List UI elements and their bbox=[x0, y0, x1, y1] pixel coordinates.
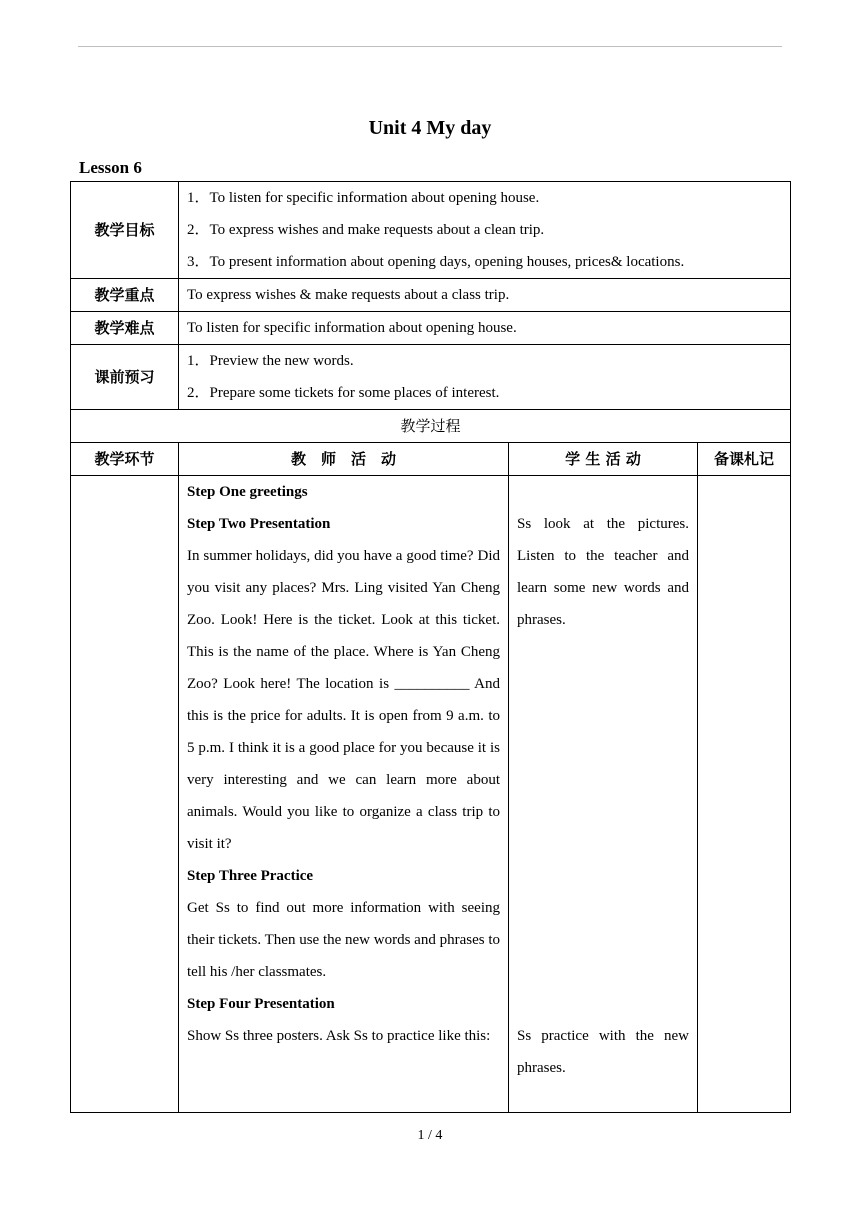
student-activity-cell bbox=[509, 476, 698, 1113]
stage-cell bbox=[71, 476, 179, 1113]
process-body-row bbox=[71, 476, 791, 1113]
objective-item: 2．To express wishes and make requests about a clean trip. bbox=[187, 222, 545, 238]
key-points-label: 教学重点 bbox=[71, 279, 179, 312]
lesson-heading: Lesson 6 bbox=[79, 158, 142, 177]
step-text: In summer holidays, did you have a good time? Did you visit any places? Mrs. Ling visited Yan Cheng Zoo. Look! Here is the ticket. Look at this ticket. This is the name of the place. Where is Yan Cheng Zoo? Look here! The location is __________ And this is the price for adults. It is open from 9 a.m. to 5 p.m. I think it is a good place for you because it is very interesting and we can learn more about animals. Would you like to organize a class trip to visit it? bbox=[187, 548, 500, 852]
difficulties-content: To listen for specific information about opening house. bbox=[179, 312, 791, 345]
step-heading: Step Three Practice bbox=[187, 868, 314, 884]
objectives-row bbox=[71, 182, 791, 279]
difficulties-label: 教学难点 bbox=[71, 312, 179, 345]
column-header-row bbox=[71, 443, 791, 476]
objectives-label: 教学目标 bbox=[71, 182, 179, 279]
difficulties-row bbox=[71, 312, 791, 345]
lesson-plan-table bbox=[70, 181, 791, 1113]
key-points-content: To express wishes & make requests about a class trip. bbox=[179, 279, 791, 312]
step-heading: Step One greetings bbox=[187, 484, 308, 500]
column-header-students: 学 生 活 动 bbox=[509, 443, 698, 476]
preview-row bbox=[71, 345, 791, 410]
student-activity: Ss practice with the new phrases. bbox=[517, 1028, 689, 1076]
notes-cell bbox=[698, 476, 791, 1113]
teacher-activity-cell bbox=[179, 476, 509, 1113]
key-points-row bbox=[71, 279, 791, 312]
objective-item: 3．To present information about opening days, opening houses, prices& locations. bbox=[187, 254, 685, 270]
process-header-row bbox=[71, 410, 791, 443]
objectives-content bbox=[179, 182, 791, 279]
header-rule bbox=[78, 46, 782, 47]
preview-content bbox=[179, 345, 791, 410]
step-text: Get Ss to find out more information with seeing their tickets. Then use the new words and phrases to tell his /her classmates. bbox=[187, 900, 500, 980]
page-number: 1 / 4 bbox=[417, 1128, 443, 1143]
column-header-notes: 备课札记 bbox=[698, 443, 791, 476]
preview-item: 1．Preview the new words. bbox=[187, 353, 354, 369]
step-heading: Step Four Presentation bbox=[187, 996, 335, 1012]
preview-item: 2．Prepare some tickets for some places of interest. bbox=[187, 385, 500, 401]
process-header: 教学过程 bbox=[71, 410, 791, 443]
column-header-teacher: 教 师 活 动 bbox=[179, 443, 509, 476]
column-header-stage: 教学环节 bbox=[71, 443, 179, 476]
step-heading: Step Two Presentation bbox=[187, 516, 331, 532]
preview-label: 课前预习 bbox=[71, 345, 179, 410]
document-title: Unit 4 My day bbox=[368, 117, 492, 139]
student-activity: Ss look at the pictures. Listen to the teacher and learn some new words and phrases. bbox=[517, 516, 689, 628]
step-text: Show Ss three posters. Ask Ss to practice like this: bbox=[187, 1028, 491, 1044]
objective-item: 1．To listen for specific information about opening house. bbox=[187, 190, 540, 206]
